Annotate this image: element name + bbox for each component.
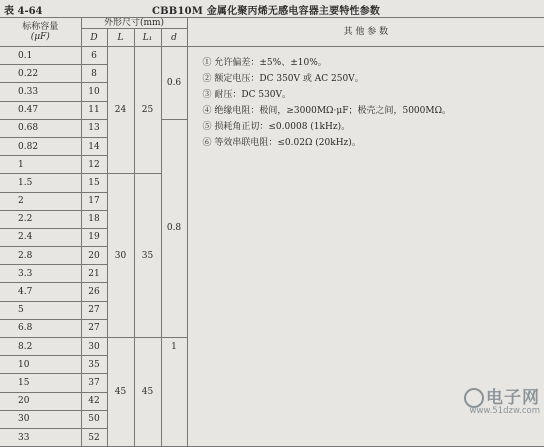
- spec-line: ④ 绝缘电阻：极间，≥3000MΩ·μF；极壳之间，5000MΩ。: [202, 106, 452, 116]
- capacity-cell: 3.3: [0, 265, 81, 283]
- length-cell: 45: [107, 338, 134, 447]
- spec-line: ⑥ 等效串联电阻：≤0.02Ω (20kHz)。: [202, 138, 361, 148]
- spec-line: ① 允许偏差：±5%、±10%。: [202, 58, 327, 68]
- table-number: 表 4-64: [4, 6, 43, 17]
- col-d-header: d: [161, 29, 187, 47]
- diameter-cell: 30: [81, 338, 107, 356]
- spec-line: ③ 耐压：DC 530V。: [202, 90, 292, 100]
- capacity-cell: 0.47: [0, 101, 81, 119]
- capacity-cell: 2: [0, 192, 81, 210]
- diameter-cell: 20: [81, 247, 107, 265]
- capacity-cell: 0.1: [0, 47, 81, 65]
- capacity-cell: 10: [0, 356, 81, 374]
- capacity-cell: 4.7: [0, 283, 81, 301]
- col-D-header: D: [81, 29, 107, 47]
- diameter-cell: 19: [81, 228, 107, 246]
- diameter-cell: 6: [81, 47, 107, 65]
- diameter-cell: 27: [81, 319, 107, 337]
- dims-header: 外形尺寸(mm): [81, 18, 187, 29]
- length-cell: 30: [107, 174, 134, 338]
- capacity-cell: 1: [0, 156, 81, 174]
- spec-line: ⑤ 损耗角正切：≤0.0008 (1kHz)。: [202, 122, 351, 132]
- capacity-cell: 15: [0, 374, 81, 392]
- watermark-logo: [464, 383, 540, 408]
- capacity-cell: 2.4: [0, 228, 81, 246]
- diameter-cell: 26: [81, 283, 107, 301]
- length-cell: 24: [107, 47, 134, 174]
- diameter-cell: 42: [81, 392, 107, 410]
- capacity-header-unit: (μF): [30, 32, 50, 42]
- watermark-logo-text: 电子网: [486, 388, 540, 408]
- diameter-cell: 18: [81, 210, 107, 228]
- capacity-cell: 30: [0, 410, 81, 428]
- diameter-cell: 52: [81, 428, 107, 446]
- lead-length-cell: 35: [134, 174, 161, 338]
- diameter-cell: 15: [81, 174, 107, 192]
- diameter-cell: 37: [81, 374, 107, 392]
- capacity-cell: 6.8: [0, 319, 81, 337]
- logo-circle-icon: [464, 388, 484, 408]
- capacity-cell: 0.82: [0, 137, 81, 155]
- diameter-cell: 8: [81, 65, 107, 83]
- spec-table: [0, 17, 544, 447]
- capacity-cell: 8.2: [0, 338, 81, 356]
- diameter-cell: 10: [81, 83, 107, 101]
- diameter-cell: 21: [81, 265, 107, 283]
- capacity-header: [0, 18, 81, 47]
- diameter-cell: 50: [81, 410, 107, 428]
- capacity-cell: 1.5: [0, 174, 81, 192]
- other-params-header: 其 他 参 数: [187, 18, 544, 47]
- capacity-cell: 0.33: [0, 83, 81, 101]
- diameter-cell: 14: [81, 137, 107, 155]
- watermark-url: www.51dzw.com: [469, 406, 540, 416]
- diameter-cell: 13: [81, 119, 107, 137]
- diameter-cell: 12: [81, 156, 107, 174]
- capacity-cell: 2.2: [0, 210, 81, 228]
- col-L1-header: L₁: [134, 29, 161, 47]
- lead-diameter-cell: 0.8: [161, 119, 187, 337]
- spec-line: ② 额定电压：DC 350V 或 AC 250V。: [202, 74, 364, 84]
- capacity-cell: 5: [0, 301, 81, 319]
- lead-length-cell: 25: [134, 47, 161, 174]
- table-title: CBB10M 金属化聚丙烯无感电容器主要特性参数: [152, 6, 381, 17]
- capacity-cell: 2.8: [0, 247, 81, 265]
- table-header: [0, 0, 544, 16]
- col-L-header: L: [107, 29, 134, 47]
- lead-diameter-cell: 0.6: [161, 47, 187, 120]
- capacity-cell: 20: [0, 392, 81, 410]
- capacity-cell: 33: [0, 428, 81, 446]
- diameter-cell: 27: [81, 301, 107, 319]
- site-watermark: [464, 383, 540, 416]
- diameter-cell: 11: [81, 101, 107, 119]
- capacity-cell: 0.68: [0, 119, 81, 137]
- lead-length-cell: 45: [134, 338, 161, 447]
- capacity-cell: 0.22: [0, 65, 81, 83]
- lead-diameter-cell: 1: [161, 338, 187, 447]
- capacity-header-label: 标称容量: [22, 22, 59, 32]
- diameter-cell: 35: [81, 356, 107, 374]
- diameter-cell: 17: [81, 192, 107, 210]
